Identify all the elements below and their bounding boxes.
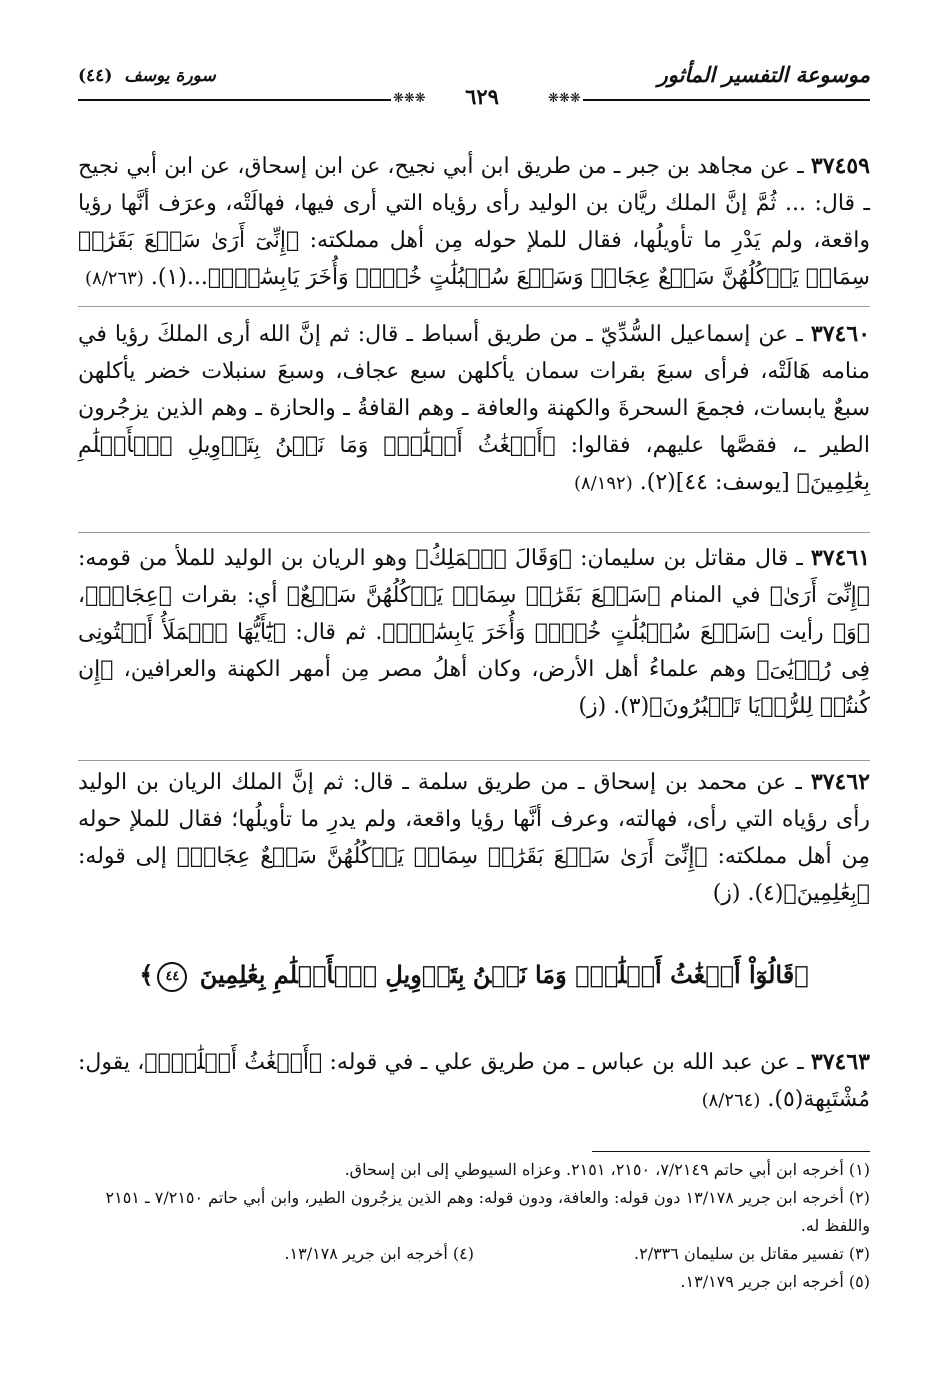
entry-reference: (٨/٢٦٤) [701,1090,761,1111]
verse-text: ﴿قَالُوٓاْ أَضۡغَٰثُ أَحۡلَٰمٖۖ وَمَا نَحۡنُ بِتَأۡوِيلِ ٱلۡأَحۡلَٰمِ بِعَٰلِمِينَ [199,960,809,989]
entry-37462 [78,764,870,912]
entry-37463 [78,1044,870,1119]
ornament-left: ❋❋❋ [391,87,428,111]
surah-name: سورة يوسف [124,66,216,86]
entry-reference: (٨/١٩٢) [573,473,633,494]
entry-number: ٣٧٤٦٢ [810,769,870,795]
entry-reference: (٨/٢٦٣) [85,268,144,289]
footnote-4: (٤) أخرجه ابن جرير ١٣/١٧٨. [284,1244,474,1263]
entry-divider [78,532,870,533]
entry-37459 [78,148,870,297]
entry-text: ـ عن إسماعيل السُّدِّيّ ـ من طريق أسباط ـ قال: ثم إنَّ الله أرى الملكَ رؤيا في منامه هَالَتْه، فرأى سبعَ بقرات سمان يأكلهن سبع عجاف، وسبعَ سنبلات خضر يأكلهن سبعٌ يابسات، فجمعَ السحرةَ والكهنة والعافة ـ وهم القافةُ ـ والحازة ـ وهم الذين يزجُرون الطير ـ، فقصَّها عليهم، فقالوا: ﴿أَضۡغَٰثُ أَحۡلَٰمٖۖ وَمَا نَحۡنُ بِتَأۡوِيلِ ٱلۡأَحۡلَٰمِ بِعَٰلِمِينَ﴾ [يوسف: ٤٤](٢). [78,322,870,495]
entry-text: ـ عن محمد بن إسحاق ـ من طريق سلمة ـ قال: ثم إنَّ الملك الريان بن الوليد رأى رؤياه التي رأى، فهالته، وعرف أنَّها رؤيا واقعة، ولم يدرِ ما تأويلُها؛ فقال للملإ حوله مِن أهل مملكته: ﴿إِنِّىٓ أَرَىٰ سَبۡعَ بَقَرَٰتٖ سِمَانٖ يَأۡكُلُهُنَّ سَبۡعٌ عِجَافٞ﴾ إلى قوله: ﴿بِعَٰلِمِينَ﴾(٤). (ز) [78,770,870,906]
footnotes [78,1156,870,1296]
entry-divider [78,306,870,307]
entry-number: ٣٧٤٦١ [810,545,871,571]
verse-close-bracket: ﴾ [139,960,154,989]
footnote-3: (٣) تفسير مقاتل بن سليمان ٢/٣٣٦. [634,1244,870,1263]
footnote-1: (١) أخرجه ابن أبي حاتم ٧/٢١٤٩، ٢١٥٠، ٢١٥١. وعزاه السيوطي إلى ابن إسحاق. [344,1160,870,1179]
footnote-5: (٥) أخرجه ابن جرير ١٣/١٧٩. [680,1272,870,1291]
page-number: ٦٢٩ [417,84,547,109]
surah-label [78,66,216,86]
page-header [78,62,870,109]
entry-text: ـ قال مقاتل بن سليمان: ﴿وَقَالَ ٱلۡمَلِكُ﴾ وهو الريان بن الوليد للملأ من قومه: ﴿إِنِّىٓ أَرَىٰ﴾ في المنام ﴿سَبۡعَ بَقَرَٰتٖ سِمَانٖ يَأۡكُلُهُنَّ سَبۡعٌ﴾ أي: بقرات ﴿عِجَافٞ﴾، ﴿وَ﴾ رأيت ﴿سَبۡعَ سُنۢبُلَٰتٍ خُضۡرٖ وَأُخَرَ يَابِسَٰتٖۖ﴾. ثم قال: ﴿يَٰٓأَيُّهَا ٱلۡمَلَأُ أَفۡتُونِى فِى رُءۡيَٰىَ﴾ وهم علماءُ أهل الأرض، وكان أهلُ مصر مِن أمهر الكهنة والعرافين، ﴿إِن كُنتُمۡ لِلرُّءۡيَا تَعۡبُرُونَ﴾(٣). (ز) [78,546,870,719]
entry-divider [78,760,870,761]
entry-number: ٣٧٤٦٠ [810,321,871,347]
entry-number: ٣٧٤٥٩ [810,153,870,179]
verse-number: (٤٤) [78,66,113,86]
entry-text: ـ عن عبد الله بن عباس ـ من طريق علي ـ في قوله: ﴿أَضۡغَٰثُ أَحۡلَٰمٖۖ﴾، يقول: مُشْتَبِهة(٥). [78,1050,870,1112]
ayah-number-icon: ٤٤ [157,962,187,992]
footnote-row [78,1240,870,1268]
entry-37460 [78,316,870,502]
ornament-right: ❋❋❋ [546,87,583,111]
footnote-2: (٢) أخرجه ابن جرير ١٣/١٧٨ دون قوله: والعافة، ودون قوله: وهم الذين يزجُرون الطير، وابن أبي حاتم ٧/٢١٥٠ ـ ٢١٥١ واللفظ له. [105,1188,870,1235]
footnote-rule [592,1151,870,1152]
entry-number: ٣٧٤٦٣ [810,1049,870,1075]
entry-text: ـ عن مجاهد بن جبر ـ من طريق ابن أبي نجيح، عن ابن إسحاق، عن ابن أبي نجيح ـ قال: ... ثُمَّ إنَّ الملك ريَّان بن الوليد رأى رؤياه التي أرى فيها، فهالَتْه، وعرَف أنَّها رؤيا واقعة، ولم يَدْرِ ما تأويلُها، فقال للملإ حوله مِن أهل مملكته: ﴿إِنِّىٓ أَرَىٰ سَبۡعَ بَقَرَٰتٖ سِمَانٖ يَأۡكُلُهُنَّ سَبۡعٌ عِجَافٞ وَسَبۡعَ سُنۢبُلَٰتٍ خُضۡرٖ وَأُخَرَ يَابِسَٰتٖۖ﴾...(١). [78,154,870,290]
verse-heading [78,960,870,992]
entry-37461 [78,540,870,725]
book-title: موسوعة التفسير المأثور [657,62,870,87]
